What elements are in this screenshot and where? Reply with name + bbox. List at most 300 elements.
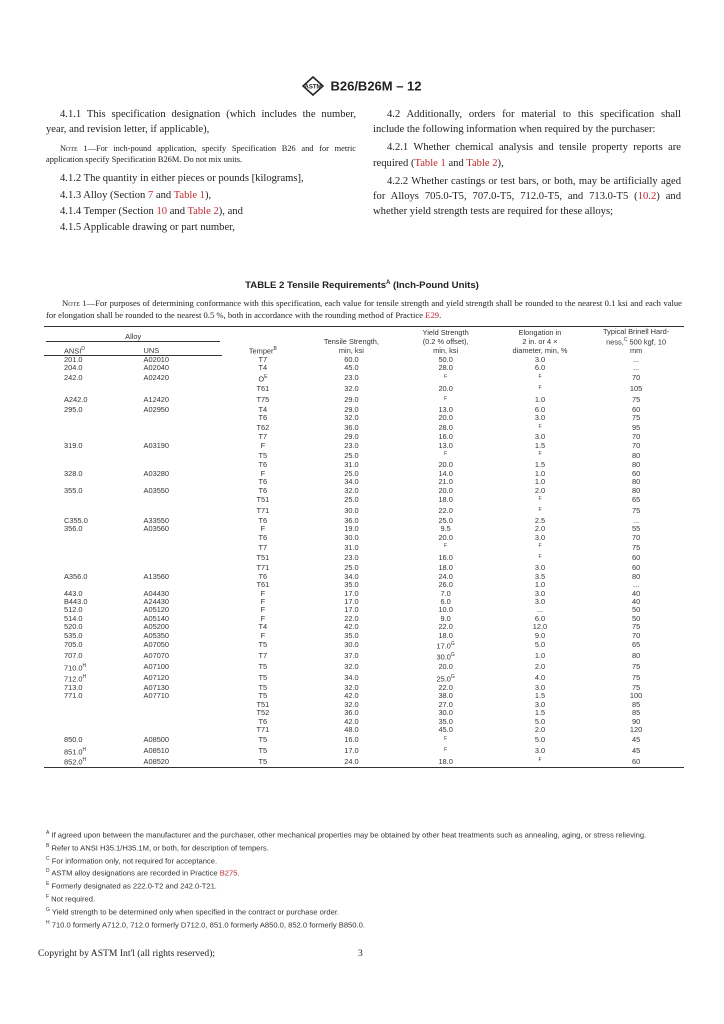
tensile-cell: 17.0 [344,588,359,598]
yield-cell: 6.0 [440,596,451,606]
yield-cell: 10.0 [438,605,453,615]
brinell-cell: 40 [631,588,641,598]
elongation-cell: 1.0 [534,394,546,404]
table-row [44,470,684,478]
brinell-cell: 50 [631,613,641,623]
uns-cell: A05120 [143,605,170,615]
tensile-cell: 30.0 [344,640,359,650]
table-caption: TABLE 2 Tensile Requirements$^A$ (Inch-Pound Units) [245,280,479,292]
tensile-cell: 35.0 [344,580,359,590]
elongation-cell: 5.0 [534,734,546,744]
brinell-cell: 75 [631,413,641,423]
ansi-cell [44,450,130,461]
elongation-cell: 3.5 [534,571,546,581]
table-2-link[interactable]: Table 2 [187,205,219,217]
temper-cell: T6 [258,515,268,525]
table-row [44,442,684,450]
brinell-cell: 70 [631,432,641,442]
table-row [44,373,684,384]
yield-cell: 22.0 [438,622,453,632]
section-10-link[interactable]: 10 [156,205,168,217]
brinell-cell: ... [633,363,640,373]
uns-cell [130,384,223,395]
brinell-cell: 40 [631,596,641,606]
uns-cell: A03550 [143,485,170,495]
elongation-cell: F [538,373,542,380]
table-row [44,590,684,598]
alloy-header: Alloy [44,327,222,342]
temper-cell: T7 [258,432,268,442]
temper-cell: F [260,440,266,450]
brinell-cell: 75 [631,682,641,692]
uns-cell: A05140 [143,613,170,623]
yield-cell: 16.0 [438,432,453,442]
yield-cell: 28.0 [438,363,453,373]
ansi-cell: 201.0 [64,354,83,364]
tensile-cell: 45.0 [344,363,359,373]
brinell-cell: 60 [631,553,641,563]
left-column [46,107,356,236]
elongation-cell: 5.0 [534,640,546,650]
temper-cell: F [260,524,266,534]
temper-cell: T6 [258,532,268,542]
temper-cell: F [260,630,266,640]
brinell-cell: 105 [629,384,643,394]
elongation-cell: 6.0 [534,363,546,373]
elongation-cell: 3.0 [534,682,546,692]
elongation-cell: 2.0 [534,524,546,534]
brinell-cell: 80 [631,460,641,470]
brinell-cell: 85 [631,708,641,718]
tensile-cell: 37.0 [344,651,359,661]
yield-cell: 18.0 [438,630,453,640]
temper-cell: T51 [256,699,270,709]
yield-cell: 9.5 [440,524,451,534]
table-row [44,573,684,581]
ansi-cell: 204.0 [64,363,83,373]
table-row [44,478,684,486]
temper-cell: T51 [256,495,270,505]
temper-cell: T5 [222,756,303,767]
page-number: 3 [358,948,363,959]
uns-cell [130,423,223,434]
elongation-cell: F [492,756,588,767]
table-row [44,623,684,631]
temper-cell: F [260,605,266,615]
yield-cell: 38.0 [438,691,453,701]
table-row [44,355,684,364]
temper-cell: T6 [258,477,268,487]
uns-cell [130,709,223,717]
yield-cell: 20.0 [438,384,453,394]
brinell-cell: ... [633,515,640,525]
ansi-cell [44,433,130,441]
footnote: $^E$ Formerly designated as 222.0-T2 and 242.0-T21. [46,881,217,891]
tensile-cell: 29.0 [344,394,359,404]
elongation-cell: 6.0 [534,404,546,414]
table-row [44,632,684,640]
temper-cell: T6 [258,460,268,470]
table-row [44,423,684,434]
elongation-cell: 2.5 [534,515,546,525]
uns-cell: A07100 [143,662,170,672]
yield-cell: F [444,373,448,380]
temper-cell: F [260,588,266,598]
temper-cell: T4 [258,622,268,632]
elongation-cell: 3.0 [534,588,546,598]
tensile-cell: 17.0 [344,745,359,755]
brinell-cell: 100 [629,691,643,701]
brinell-cell: 80 [631,450,641,460]
yield-cell: 24.0 [438,571,453,581]
ansi-cell [44,553,130,564]
temper-cell: T52 [256,708,270,718]
temper-cell: T6 [258,485,268,495]
elongation-header: Elongation in 2 in. or 4 × diameter, min, % [492,327,588,356]
table-row [44,581,684,589]
table-row [44,384,684,395]
brinell-cell: 70 [631,630,641,640]
brinell-cell: 60 [631,563,641,573]
uns-cell: A24430 [143,596,170,606]
brinell-cell: 85 [631,699,641,709]
uns-cell: A05200 [143,622,170,632]
uns-cell: A03560 [143,524,170,534]
uns-cell: A08500 [143,734,170,744]
elongation-cell: 5.0 [534,716,546,726]
uns-cell: A07120 [143,673,170,683]
brinell-cell: 45 [631,745,641,755]
brinell-cell: 60 [588,756,684,767]
temper-cell: $O^E$ [258,373,268,384]
brinell-cell: 75 [631,673,641,683]
table-row [44,684,684,692]
tensile-cell: 19.0 [344,524,359,534]
elongation-cell: F [538,451,542,458]
ansi-cell: 707.0 [64,651,83,661]
ansi-cell: A242.0 [64,394,88,404]
yield-cell: 20.0 [438,485,453,495]
uns-cell: A07050 [143,640,170,650]
temper-header: Temper$^B$ [222,327,303,356]
ansi-cell [44,581,130,589]
brinell-cell: ... [633,354,640,364]
tensile-cell: 31.0 [344,542,359,552]
yield-cell: 13.0 [438,440,453,450]
tensile-cell: 34.0 [344,477,359,487]
yield-cell: 25.0 [438,515,453,525]
temper-cell: T61 [256,580,270,590]
uns-cell: A07130 [143,682,170,692]
elongation-cell: 2.0 [534,725,546,735]
ansi-header: $ANSI^D$ [44,342,130,356]
tensile-cell: 60.0 [344,354,359,364]
footnote: $^A$ If agreed upon between the manufacturer and the purchaser, other mechanical properties may be obtained by other heat treatments such as annealing, aging, or stress relieving. [46,830,647,840]
elongation-cell: 3.0 [534,596,546,606]
footnote: $^H$ 710.0 formerly A712.0, 712.0 formerly D712.0, 851.0 formerly A850.0, 852.0 formerly B850.0. [46,919,365,930]
yield-cell: $17.0^G$ [436,641,455,651]
ansi-cell: $710.0^H$ [64,663,87,673]
ansi-cell [44,542,130,553]
yield-cell: F [444,746,448,753]
yield-cell: 16.0 [438,553,453,563]
ansi-cell: 356.0 [64,524,83,534]
table-row [44,673,684,684]
elongation-cell: 3.0 [534,413,546,423]
brinell-cell: 45 [631,734,641,744]
uns-header: UNS [130,342,223,356]
right-column [373,107,681,220]
ansi-cell: 295.0 [64,404,83,414]
brinell-cell: 80 [631,477,641,487]
elongation-cell: 2.0 [534,662,546,672]
uns-cell [130,726,223,734]
elongation-cell: F [538,384,542,391]
tensile-cell: 17.0 [344,596,359,606]
tensile-cell: 36.0 [344,422,359,432]
ansi-cell [44,414,130,422]
yield-cell: F [444,543,448,550]
tensile-cell: 48.0 [344,725,359,735]
brinell-cell: 75 [631,662,641,672]
ansi-cell: 512.0 [64,605,83,615]
temper-cell: F [260,596,266,606]
ansi-cell [44,709,130,717]
tensile-cell: 36.0 [344,515,359,525]
e29-link[interactable]: E29 [425,309,440,320]
tensile-cell: 16.0 [344,734,359,744]
uns-cell [130,534,223,542]
tensile-cell: 32.0 [344,413,359,423]
section-7-link[interactable]: 7 [147,189,154,201]
elongation-cell: 3.0 [534,563,546,573]
yield-cell: 21.0 [438,477,453,487]
elongation-cell: 1.0 [534,477,546,487]
tensile-cell: 24.0 [303,756,399,767]
uns-cell: A04430 [143,588,170,598]
table-row [44,553,684,564]
table-row [44,414,684,422]
table-row [44,461,684,469]
brinell-cell: 50 [631,605,641,615]
ansi-cell: 443.0 [64,588,83,598]
yield-cell: 9.0 [440,613,451,623]
ansi-cell: 319.0 [64,440,83,450]
table-row [44,517,684,525]
elongation-cell: 12.0 [532,622,548,632]
uns-cell: A13560 [143,571,170,581]
tensile-cell: 25.0 [344,563,359,573]
uns-cell: A08520 [130,756,223,767]
brinell-cell: 55 [631,524,641,534]
tensile-cell: 30.0 [344,506,359,516]
tensile-cell: 34.0 [344,571,359,581]
ansi-cell: 535.0 [64,630,83,640]
section-10-2-link[interactable]: 10.2 [637,191,657,203]
uns-cell [130,542,223,553]
brinell-cell: 65 [631,495,641,505]
ansi-cell [44,726,130,734]
table-row [44,709,684,717]
tensile-cell: 17.0 [344,605,359,615]
temper-cell: T7 [258,651,268,661]
table-1-link[interactable]: Table 1 [173,189,206,201]
footnotes [46,828,682,931]
elongation-cell: 1.5 [534,708,546,718]
tensile-cell: 36.0 [344,708,359,718]
tensile-cell: 32.0 [344,699,359,709]
temper-cell: T5 [258,673,268,683]
table-row [44,718,684,726]
yield-cell: 18.0 [438,563,453,573]
ansi-cell [44,534,130,542]
uns-cell [130,718,223,726]
elongation-cell: 3.0 [534,699,546,709]
ansi-cell [44,495,130,506]
temper-cell: T71 [256,563,270,573]
yield-cell: 20.0 [438,532,453,542]
table-row [44,450,684,461]
ansi-cell [44,384,130,395]
elongation-cell: 3.0 [534,532,546,542]
brinell-cell: 75 [631,506,641,516]
table-row [44,651,684,662]
elongation-cell: 1.0 [534,580,546,590]
yield-cell: 45.0 [438,725,453,735]
tensile-cell: 31.0 [344,460,359,470]
table-row [44,495,684,506]
temper-cell: T5 [258,662,268,672]
uns-cell: A05350 [143,630,170,640]
temper-cell: T5 [258,691,268,701]
temper-cell: T62 [256,422,270,432]
table-1-link[interactable]: Table 1 [414,157,446,169]
ansi-cell: 514.0 [64,613,83,623]
yield-cell: 13.0 [438,404,453,414]
yield-cell: 50.0 [438,354,453,364]
yield-cell: 28.0 [438,422,453,432]
uns-cell: A02040 [143,363,170,373]
table-row [44,640,684,651]
elongation-cell: F [538,543,542,550]
tensile-cell: 35.0 [344,630,359,640]
temper-cell: T6 [258,413,268,423]
uns-cell [130,701,223,709]
para-4-2: 4.2 Additionally, orders for material to this specification shall include the following information when required by the purchaser: [373,109,681,136]
temper-cell: T71 [256,506,270,516]
elongation-cell: 1.5 [534,440,546,450]
brinell-cell: 75 [631,622,641,632]
ansi-cell [44,718,130,726]
uns-cell [130,495,223,506]
table-row [44,406,684,414]
temper-cell: T5 [258,745,268,755]
temper-cell: F [260,468,266,478]
tensile-cell: 25.0 [344,450,359,460]
table-2-link[interactable]: Table 2 [466,157,498,169]
footnote: $^D$ ASTM alloy designations are recorded in Practice B275. [46,868,240,879]
brinell-cell: 75 [631,542,641,552]
ansi-cell [44,423,130,434]
elongation-cell: 6.0 [534,613,546,623]
uns-cell [130,414,223,422]
temper-cell: T6 [258,716,268,726]
footnote: $^G$ Yield strength to be determined only when specified in the contract or purchase order. [46,906,340,917]
tensile-cell: 32.0 [344,384,359,394]
tensile-cell: 30.0 [344,532,359,542]
temper-cell: T5 [258,450,268,460]
ansi-cell: 328.0 [64,468,83,478]
table-row [44,746,684,757]
tensile-cell: 29.0 [344,404,359,414]
yield-cell: 18.0 [400,756,492,767]
elongation-cell: 3.0 [534,745,546,755]
brinell-header: Typical Brinell Hard- ness,$^C$ 500 kgf, 10 mm [588,327,684,356]
elongation-cell: 2.0 [534,485,546,495]
tensile-cell: 23.0 [344,373,359,383]
table-row [44,506,684,517]
temper-cell: T7 [258,354,268,364]
ansi-cell [44,461,130,469]
ansi-cell: 771.0 [64,691,83,701]
copyright: Copyright by ASTM Int'l (all rights reserved); [38,948,216,959]
brinell-cell: 80 [631,571,641,581]
brinell-cell: 90 [631,716,641,726]
table-row [44,525,684,533]
uns-cell: A33550 [143,515,170,525]
ansi-cell: $712.0^H$ [64,674,87,684]
footnote-link[interactable]: B275 [219,869,238,879]
para-4-2-2: 4.2.2 Whether castings or test bars, or both, may be artificially aged for Alloys 705.0-T5, 707.0-T5, 712.0-T5, and 713.0-T5 (10.2) and whether yield strength tests are required for these alloys; [373,175,681,218]
ansi-cell: 705.0 [64,640,83,650]
yield-cell: 20.0 [438,662,453,672]
ansi-cell [44,478,130,486]
yield-cell: 20.0 [438,460,453,470]
ansi-cell: B443.0 [64,596,88,606]
footnote: $^F$ Not required. [46,894,96,904]
uns-cell: A03280 [143,468,170,478]
para-4-1-4: 4.1.4 Temper (Section 10 and Table 2), and [60,205,243,217]
para-4-2-1: 4.2.1 Whether chemical analysis and tensile property reports are required (Table 1 and Table 2), [373,142,681,169]
uns-cell [130,450,223,461]
table-body [44,355,684,767]
temper-cell: T61 [256,384,270,394]
tensile-cell: 23.0 [344,440,359,450]
brinell-cell: 70 [631,440,641,450]
yield-cell: 7.0 [440,588,451,598]
para-4-1-1: 4.1.1 This specification designation (which includes the number, year, and revision letter, if applicable), [46,109,356,136]
astm-logo-icon [302,76,324,96]
elongation-cell: F [538,423,542,430]
ansi-cell: 850.0 [64,734,83,744]
yield-cell: $30.0^G$ [436,652,455,662]
brinell-cell: 80 [631,485,641,495]
yield-cell: 27.0 [438,699,453,709]
table-row [44,395,684,406]
elongation-cell: 9.0 [534,630,546,640]
uns-cell: A02950 [143,404,170,414]
table-row [44,564,684,572]
temper-cell: T6 [258,571,268,581]
yield-cell: 35.0 [438,716,453,726]
elongation-cell: F [538,554,542,561]
uns-cell: A03190 [143,440,170,450]
elongation-cell: F [538,507,542,514]
tensile-cell: 25.0 [344,468,359,478]
tensile-cell: 29.0 [344,432,359,442]
tensile-cell: 42.0 [344,622,359,632]
table-row [44,615,684,623]
